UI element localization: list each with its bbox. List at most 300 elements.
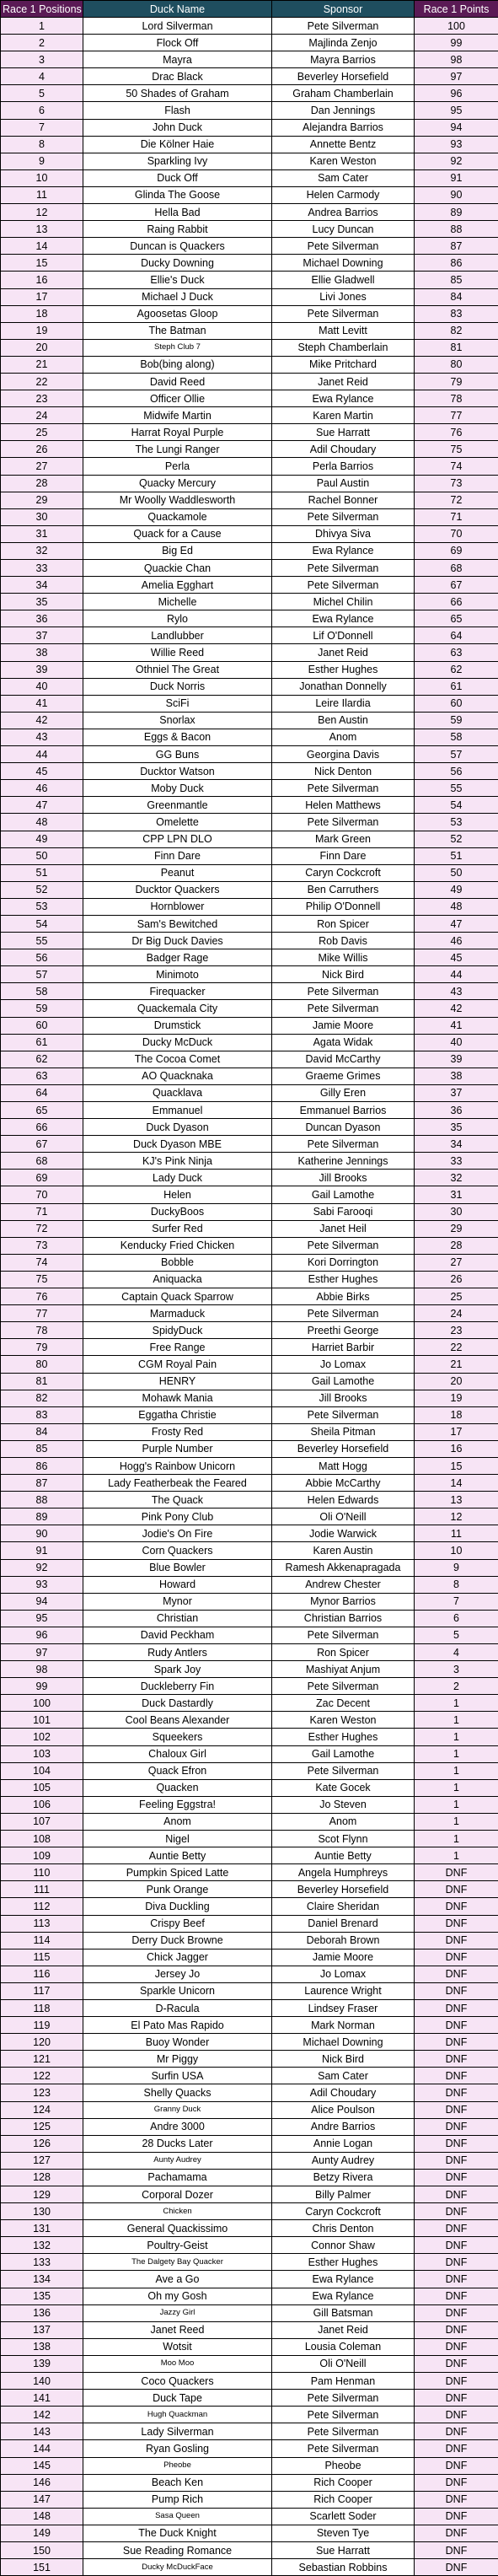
position-cell[interactable]: 64 [1,1084,83,1101]
points-cell[interactable]: DNF [415,2220,498,2237]
duck-name-cell[interactable]: Amelia Egghart [83,577,272,594]
duck-name-cell[interactable]: Agoosetas Gloop [83,305,272,322]
position-cell[interactable]: 26 [1,441,83,458]
points-cell[interactable]: 34 [415,1136,498,1153]
position-cell[interactable]: 52 [1,881,83,898]
points-cell[interactable]: DNF [415,2051,498,2068]
sponsor-cell[interactable]: Dhivya Siva [272,525,415,542]
sponsor-cell[interactable]: Ron Spicer [272,915,415,932]
position-cell[interactable]: 56 [1,949,83,966]
points-cell[interactable]: DNF [415,1881,498,1898]
position-cell[interactable]: 70 [1,1186,83,1203]
position-cell[interactable]: 127 [1,2152,83,2169]
position-cell[interactable]: 133 [1,2254,83,2271]
duck-name-cell[interactable]: Derry Duck Browne [83,1932,272,1949]
sponsor-cell[interactable]: Abbie Birks [272,1288,415,1305]
duck-name-cell[interactable]: Captain Quack Sparrow [83,1288,272,1305]
duck-name-cell[interactable]: Surfer Red [83,1220,272,1237]
duck-name-cell[interactable]: Glinda The Goose [83,186,272,203]
sponsor-cell[interactable]: Sue Harratt [272,2541,415,2558]
points-cell[interactable]: 7 [415,1593,498,1610]
sponsor-cell[interactable]: Annette Bentz [272,136,415,153]
sponsor-cell[interactable]: Karen Weston [272,153,415,169]
duck-name-cell[interactable]: Diva Duckling [83,1898,272,1915]
position-cell[interactable]: 32 [1,542,83,559]
position-cell[interactable]: 113 [1,1915,83,1932]
sponsor-cell[interactable]: Pete Silverman [272,2390,415,2407]
sponsor-cell[interactable]: Jamie Moore [272,1017,415,1034]
sponsor-cell[interactable]: Sam Cater [272,2068,415,2084]
sponsor-cell[interactable]: Jill Brooks [272,1170,415,1186]
position-cell[interactable]: 145 [1,2457,83,2474]
sponsor-cell[interactable]: Mynor Barrios [272,1593,415,1610]
position-cell[interactable]: 138 [1,2338,83,2355]
duck-name-cell[interactable]: Finn Dare [83,847,272,864]
sponsor-cell[interactable]: Ben Carruthers [272,881,415,898]
points-cell[interactable]: 37 [415,1084,498,1101]
duck-name-cell[interactable]: Quackamole [83,508,272,525]
points-cell[interactable]: 63 [415,644,498,661]
sponsor-cell[interactable]: Oli O'Neill [272,1508,415,1525]
duck-name-cell[interactable]: Punk Orange [83,1881,272,1898]
duck-name-cell[interactable]: Helen [83,1186,272,1203]
points-cell[interactable]: 58 [415,729,498,745]
duck-name-cell[interactable]: Moby Duck [83,780,272,797]
duck-name-cell[interactable]: Midwife Martin [83,407,272,424]
sponsor-cell[interactable]: Janet Reid [272,644,415,661]
points-cell[interactable]: 65 [415,610,498,627]
duck-name-cell[interactable]: Duncan is Quackers [83,238,272,255]
position-cell[interactable]: 81 [1,1373,83,1390]
duck-name-cell[interactable]: Mr Piggy [83,2051,272,2068]
duck-name-cell[interactable]: Duck Off [83,169,272,186]
position-cell[interactable]: 98 [1,1661,83,1678]
points-cell[interactable]: 100 [415,18,498,35]
sponsor-cell[interactable]: Oli O'Neill [272,2355,415,2372]
duck-name-cell[interactable]: Frosty Red [83,1423,272,1440]
sponsor-cell[interactable]: Mark Green [272,831,415,847]
points-cell[interactable]: 95 [415,102,498,119]
points-cell[interactable]: 36 [415,1102,498,1119]
duck-name-cell[interactable]: 50 Shades of Graham [83,85,272,102]
points-cell[interactable]: 21 [415,1356,498,1373]
duck-name-cell[interactable]: Rylo [83,610,272,627]
duck-name-cell[interactable]: Andre 3000 [83,2118,272,2135]
duck-name-cell[interactable]: Peanut [83,864,272,881]
points-cell[interactable]: DNF [415,2423,498,2440]
points-cell[interactable]: 29 [415,1220,498,1237]
sponsor-cell[interactable]: Nick Bird [272,2051,415,2068]
points-cell[interactable]: 48 [415,898,498,915]
sponsor-cell[interactable]: Sebastian Robbins [272,2559,415,2576]
position-cell[interactable]: 28 [1,475,83,492]
duck-name-cell[interactable]: Flash [83,102,272,119]
duck-name-cell[interactable]: Mr Woolly Waddlesworth [83,492,272,508]
duck-name-cell[interactable]: Bobble [83,1254,272,1271]
sponsor-cell[interactable]: Kori Dorrington [272,1254,415,1271]
sponsor-cell[interactable]: Rachel Bonner [272,492,415,508]
duck-name-cell[interactable]: CPP LPN DLO [83,831,272,847]
sponsor-cell[interactable]: Lif O'Donnell [272,627,415,644]
duck-name-cell[interactable]: Flock Off [83,35,272,51]
points-cell[interactable]: 8 [415,1576,498,1593]
position-cell[interactable]: 7 [1,119,83,136]
points-cell[interactable]: 91 [415,169,498,186]
duck-name-cell[interactable]: Mohawk Mania [83,1390,272,1406]
position-cell[interactable]: 10 [1,169,83,186]
points-cell[interactable]: DNF [415,1949,498,1966]
position-cell[interactable]: 140 [1,2373,83,2390]
points-cell[interactable]: DNF [415,2254,498,2271]
points-cell[interactable]: 22 [415,1339,498,1356]
points-cell[interactable]: DNF [415,2304,498,2321]
duck-name-cell[interactable]: Purple Number [83,1440,272,1457]
position-cell[interactable]: 3 [1,51,83,68]
points-cell[interactable]: 70 [415,525,498,542]
duck-name-cell[interactable]: Mayra [83,51,272,68]
points-cell[interactable]: 77 [415,407,498,424]
sponsor-cell[interactable]: Michael Downing [272,2034,415,2051]
points-cell[interactable]: 89 [415,204,498,221]
position-cell[interactable]: 67 [1,1136,83,1153]
duck-name-cell[interactable]: Aunty Audrey [83,2152,272,2169]
position-cell[interactable]: 117 [1,1982,83,1999]
duck-name-cell[interactable]: John Duck [83,119,272,136]
sponsor-cell[interactable]: Michel Chilin [272,594,415,610]
points-cell[interactable]: 83 [415,305,498,322]
points-cell[interactable]: DNF [415,2118,498,2135]
position-cell[interactable]: 109 [1,1847,83,1864]
position-cell[interactable]: 16 [1,272,83,288]
sponsor-cell[interactable]: Pete Silverman [272,814,415,831]
duck-name-cell[interactable]: Landlubber [83,627,272,644]
position-cell[interactable]: 9 [1,153,83,169]
position-cell[interactable]: 25 [1,424,83,441]
points-cell[interactable]: 1 [415,1712,498,1729]
duck-name-cell[interactable]: Lady Duck [83,1170,272,1186]
points-cell[interactable]: 90 [415,186,498,203]
position-cell[interactable]: 29 [1,492,83,508]
position-cell[interactable]: 141 [1,2390,83,2407]
points-cell[interactable]: 41 [415,1017,498,1034]
position-cell[interactable]: 84 [1,1423,83,1440]
points-cell[interactable]: DNF [415,2186,498,2203]
position-cell[interactable]: 12 [1,204,83,221]
sponsor-cell[interactable]: Ewa Rylance [272,542,415,559]
duck-name-cell[interactable]: Kenducky Fried Chicken [83,1237,272,1254]
sponsor-cell[interactable]: Abbie McCarthy [272,1475,415,1492]
sponsor-cell[interactable]: Scarlett Soder [272,2508,415,2525]
points-cell[interactable]: 76 [415,424,498,441]
points-cell[interactable]: DNF [415,1932,498,1949]
sponsor-cell[interactable]: Finn Dare [272,847,415,864]
points-cell[interactable]: 20 [415,1373,498,1390]
position-cell[interactable]: 39 [1,661,83,678]
duck-name-cell[interactable]: Anom [83,1813,272,1830]
position-cell[interactable]: 35 [1,594,83,610]
duck-name-cell[interactable]: Drumstick [83,1017,272,1034]
sponsor-cell[interactable]: Esther Hughes [272,1729,415,1745]
points-cell[interactable]: 33 [415,1153,498,1170]
points-cell[interactable]: DNF [415,2508,498,2525]
position-cell[interactable]: 43 [1,729,83,745]
duck-name-cell[interactable]: El Pato Mas Rapido [83,2017,272,2034]
position-cell[interactable]: 47 [1,797,83,814]
duck-name-cell[interactable]: Drac Black [83,68,272,85]
position-cell[interactable]: 37 [1,627,83,644]
position-cell[interactable]: 120 [1,2034,83,2051]
sponsor-cell[interactable]: Scot Flynn [272,1831,415,1847]
duck-name-cell[interactable]: Ducky McDuckFace [83,2559,272,2576]
sponsor-cell[interactable]: Pete Silverman [272,18,415,35]
sponsor-cell[interactable]: Pam Henman [272,2373,415,2390]
header-duck-name[interactable]: Duck Name [83,1,272,18]
sponsor-cell[interactable]: Caryn Cockcroft [272,864,415,881]
position-cell[interactable]: 36 [1,610,83,627]
duck-name-cell[interactable]: Rudy Antlers [83,1644,272,1661]
points-cell[interactable]: 99 [415,35,498,51]
points-cell[interactable]: 46 [415,933,498,949]
position-cell[interactable]: 83 [1,1406,83,1423]
duck-name-cell[interactable]: SciFi [83,695,272,712]
duck-name-cell[interactable]: Lady Featherbeak the Feared [83,1475,272,1492]
sponsor-cell[interactable]: Gail Lamothe [272,1745,415,1762]
points-cell[interactable]: 59 [415,712,498,729]
points-cell[interactable]: 2 [415,1678,498,1695]
position-cell[interactable]: 147 [1,2491,83,2508]
points-cell[interactable]: 26 [415,1271,498,1288]
position-cell[interactable]: 15 [1,255,83,272]
sponsor-cell[interactable]: Gilly Eren [272,1084,415,1101]
sponsor-cell[interactable]: Beverley Horsefield [272,68,415,85]
position-cell[interactable]: 79 [1,1339,83,1356]
position-cell[interactable]: 94 [1,1593,83,1610]
position-cell[interactable]: 42 [1,712,83,729]
duck-name-cell[interactable]: Spark Joy [83,1661,272,1678]
position-cell[interactable]: 111 [1,1881,83,1898]
points-cell[interactable]: DNF [415,2034,498,2051]
points-cell[interactable]: 27 [415,1254,498,1271]
sponsor-cell[interactable]: Pete Silverman [272,305,415,322]
points-cell[interactable]: 35 [415,1119,498,1136]
position-cell[interactable]: 130 [1,2203,83,2220]
sponsor-cell[interactable]: Pete Silverman [272,577,415,594]
header-sponsor[interactable]: Sponsor [272,1,415,18]
duck-name-cell[interactable]: Hugh Quackman [83,2407,272,2423]
points-cell[interactable]: 72 [415,492,498,508]
sponsor-cell[interactable]: Esther Hughes [272,2254,415,2271]
points-cell[interactable]: DNF [415,2271,498,2288]
position-cell[interactable]: 58 [1,983,83,1000]
sponsor-cell[interactable]: Helen Carmody [272,186,415,203]
duck-name-cell[interactable]: Chick Jagger [83,1949,272,1966]
sponsor-cell[interactable]: Claire Sheridan [272,1898,415,1915]
sponsor-cell[interactable]: Laurence Wright [272,1982,415,1999]
position-cell[interactable]: 18 [1,305,83,322]
duck-name-cell[interactable]: Aniquacka [83,1271,272,1288]
sponsor-cell[interactable]: Sue Harratt [272,424,415,441]
duck-name-cell[interactable]: Michelle [83,594,272,610]
position-cell[interactable]: 122 [1,2068,83,2084]
duck-name-cell[interactable]: Quack Efron [83,1762,272,1779]
points-cell[interactable]: 86 [415,255,498,272]
points-cell[interactable]: 32 [415,1170,498,1186]
sponsor-cell[interactable]: Pete Silverman [272,560,415,577]
position-cell[interactable]: 142 [1,2407,83,2423]
points-cell[interactable]: 14 [415,1475,498,1492]
position-cell[interactable]: 86 [1,1457,83,1474]
points-cell[interactable]: 38 [415,1068,498,1084]
sponsor-cell[interactable]: Graeme Grimes [272,1068,415,1084]
duck-name-cell[interactable]: Feeling Eggstra! [83,1796,272,1813]
duck-name-cell[interactable]: Emmanuel [83,1102,272,1119]
sponsor-cell[interactable]: Ramesh Akkenapragada [272,1559,415,1576]
duck-name-cell[interactable]: Corn Quackers [83,1542,272,1559]
sponsor-cell[interactable]: Gail Lamothe [272,1186,415,1203]
duck-name-cell[interactable]: Coco Quackers [83,2373,272,2390]
position-cell[interactable]: 93 [1,1576,83,1593]
points-cell[interactable]: 96 [415,85,498,102]
duck-name-cell[interactable]: Marmaduck [83,1305,272,1322]
points-cell[interactable]: 44 [415,966,498,983]
sponsor-cell[interactable]: Pete Silverman [272,2407,415,2423]
points-cell[interactable]: 15 [415,1457,498,1474]
points-cell[interactable]: DNF [415,1864,498,1881]
position-cell[interactable]: 80 [1,1356,83,1373]
points-cell[interactable]: 98 [415,51,498,68]
points-cell[interactable]: 6 [415,1610,498,1627]
sponsor-cell[interactable]: Zac Decent [272,1695,415,1712]
duck-name-cell[interactable]: The Quack [83,1492,272,1508]
sponsor-cell[interactable]: Michael Downing [272,255,415,272]
sponsor-cell[interactable]: Alejandra Barrios [272,119,415,136]
position-cell[interactable]: 124 [1,2101,83,2118]
sponsor-cell[interactable]: Livi Jones [272,288,415,305]
sponsor-cell[interactable]: Anom [272,729,415,745]
position-cell[interactable]: 115 [1,1949,83,1966]
points-cell[interactable]: 55 [415,780,498,797]
duck-name-cell[interactable]: Shelly Quacks [83,2084,272,2101]
duck-name-cell[interactable]: Big Ed [83,542,272,559]
points-cell[interactable]: DNF [415,2407,498,2423]
duck-name-cell[interactable]: KJ's Pink Ninja [83,1153,272,1170]
sponsor-cell[interactable]: Esther Hughes [272,661,415,678]
duck-name-cell[interactable]: Pheobe [83,2457,272,2474]
sponsor-cell[interactable]: Matt Hogg [272,1457,415,1474]
points-cell[interactable]: DNF [415,2321,498,2338]
duck-name-cell[interactable]: Jazzy Girl [83,2304,272,2321]
points-cell[interactable]: 12 [415,1508,498,1525]
position-cell[interactable]: 114 [1,1932,83,1949]
position-cell[interactable]: 95 [1,1610,83,1627]
position-cell[interactable]: 74 [1,1254,83,1271]
sponsor-cell[interactable]: Beverley Horsefield [272,1440,415,1457]
position-cell[interactable]: 144 [1,2440,83,2457]
position-cell[interactable]: 24 [1,407,83,424]
points-cell[interactable]: 47 [415,915,498,932]
duck-name-cell[interactable]: Quackemala City [83,1000,272,1017]
sponsor-cell[interactable]: Harriet Barbir [272,1339,415,1356]
position-cell[interactable]: 102 [1,1729,83,1745]
duck-name-cell[interactable]: AO Quacknaka [83,1068,272,1084]
position-cell[interactable]: 38 [1,644,83,661]
sponsor-cell[interactable]: Andrew Chester [272,1576,415,1593]
points-cell[interactable]: DNF [415,2491,498,2508]
points-cell[interactable]: DNF [415,2152,498,2169]
position-cell[interactable]: 23 [1,390,83,407]
position-cell[interactable]: 8 [1,136,83,153]
position-cell[interactable]: 6 [1,102,83,119]
sponsor-cell[interactable]: Ewa Rylance [272,2271,415,2288]
points-cell[interactable]: 87 [415,238,498,255]
sponsor-cell[interactable]: Jonathan Donnelly [272,678,415,695]
sponsor-cell[interactable]: Beverley Horsefield [272,1881,415,1898]
points-cell[interactable]: 10 [415,1542,498,1559]
duck-name-cell[interactable]: Michael J Duck [83,288,272,305]
duck-name-cell[interactable]: CGM Royal Pain [83,1356,272,1373]
sponsor-cell[interactable]: Andre Barrios [272,2118,415,2135]
sponsor-cell[interactable]: Karen Austin [272,1542,415,1559]
duck-name-cell[interactable]: Duck Tape [83,2390,272,2407]
position-cell[interactable]: 99 [1,1678,83,1695]
position-cell[interactable]: 110 [1,1864,83,1881]
duck-name-cell[interactable]: General Quackissimo [83,2220,272,2237]
points-cell[interactable]: DNF [415,2474,498,2491]
position-cell[interactable]: 97 [1,1644,83,1661]
position-cell[interactable]: 66 [1,1119,83,1136]
duck-name-cell[interactable]: Crispy Beef [83,1915,272,1932]
position-cell[interactable]: 69 [1,1170,83,1186]
duck-name-cell[interactable]: Cool Beans Alexander [83,1712,272,1729]
sponsor-cell[interactable]: Gail Lamothe [272,1373,415,1390]
duck-name-cell[interactable]: Minimoto [83,966,272,983]
points-cell[interactable]: 1 [415,1745,498,1762]
points-cell[interactable]: 1 [415,1796,498,1813]
duck-name-cell[interactable]: Sue Reading Romance [83,2541,272,2558]
sponsor-cell[interactable]: Jodie Warwick [272,1525,415,1542]
position-cell[interactable]: 5 [1,85,83,102]
sponsor-cell[interactable]: Billy Palmer [272,2186,415,2203]
points-cell[interactable]: 45 [415,949,498,966]
sponsor-cell[interactable]: Ben Austin [272,712,415,729]
points-cell[interactable]: 17 [415,1423,498,1440]
points-cell[interactable]: 28 [415,1237,498,1254]
duck-name-cell[interactable]: Blue Bowler [83,1559,272,1576]
position-cell[interactable]: 151 [1,2559,83,2576]
points-cell[interactable]: DNF [415,2237,498,2254]
duck-name-cell[interactable]: Oh my Gosh [83,2288,272,2304]
points-cell[interactable]: 11 [415,1525,498,1542]
position-cell[interactable]: 41 [1,695,83,712]
position-cell[interactable]: 19 [1,322,83,339]
position-cell[interactable]: 105 [1,1779,83,1796]
points-cell[interactable]: DNF [415,2390,498,2407]
duck-name-cell[interactable]: Raing Rabbit [83,221,272,238]
position-cell[interactable]: 89 [1,1508,83,1525]
duck-name-cell[interactable]: Beach Ken [83,2474,272,2491]
position-cell[interactable]: 139 [1,2355,83,2372]
position-cell[interactable]: 91 [1,1542,83,1559]
duck-name-cell[interactable]: The Dalgety Bay Quacker [83,2254,272,2271]
sponsor-cell[interactable]: Ellie Gladwell [272,272,415,288]
sponsor-cell[interactable]: Mike Pritchard [272,356,415,373]
position-cell[interactable]: 11 [1,186,83,203]
sponsor-cell[interactable]: Caryn Cockcroft [272,2203,415,2220]
duck-name-cell[interactable]: Ducky McDuck [83,1034,272,1051]
points-cell[interactable]: 52 [415,831,498,847]
position-cell[interactable]: 116 [1,1966,83,1982]
position-cell[interactable]: 20 [1,339,83,356]
